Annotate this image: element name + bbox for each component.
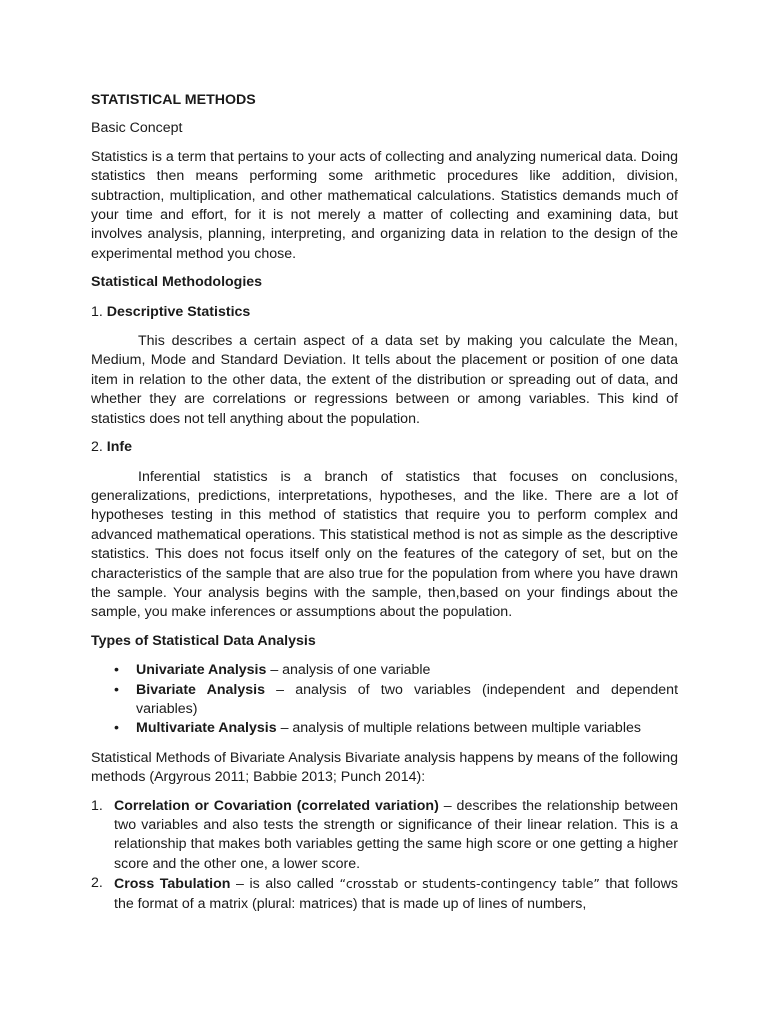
descriptive-number: 1. [91,303,107,320]
method-description-start: – is also called [230,876,340,893]
descriptive-paragraph: This describes a certain aspect of a data set by making you calculate the Mean, Medium, Mode and Standard Deviation. It tells about the placement or position of one data item in relation to the other data, the extent of the distribution or spreading out of data, and whether they are correlations or regressions between or among variables. This kind of statistics does not tell anything about the population. [91,333,678,427]
bullet-icon: • [114,720,119,737]
bivariate-intro-paragraph: Statistical Methods of Bivariate Analysis Bivariate analysis happens by means of the following methods (Argyrous 2011; Babbie 2013; Punch 2014): [91,749,678,786]
method-quoted-term: “crosstab or students-contingency table” [339,876,600,892]
subtitle: Basic Concept [91,120,183,137]
document-page [91,91,678,914]
method-label: Correlation or Covariation (correlated variation) [114,797,439,814]
types-list [91,661,678,739]
bullet-icon: • [114,662,119,679]
intro-paragraph: Statistics is a term that pertains to your acts of collecting and analyzing numerical data. Doing statistics then means performing some arithmetic procedures like addition, division, subtraction, multiplication, and other mathematical calculations. Statistics demands much of your time and effort, for it is not merely a matter of collecting and examining data, but involves analysis, planning, interpreting, and organizing data in relation to the design of the experimental method you chose. [91,148,678,262]
inferential-number: 2. [91,439,107,456]
methodologies-heading: Statistical Methodologies [91,274,263,291]
type-label: Univariate Analysis [136,662,267,679]
list-item [91,661,678,680]
methods-list [91,797,678,914]
method-number: 1. [91,797,103,814]
list-item [91,719,678,738]
types-heading: Types of Statistical Data Analysis [91,632,316,649]
descriptive-label: Descriptive Statistics [106,303,251,320]
list-item [91,874,678,914]
type-description: – analysis of two variables (independent and dependent variables) [136,681,679,717]
list-item [91,681,678,720]
type-description: – analysis of multiple relations between multiple variables [276,720,641,737]
inferential-paragraph: Inferential statistics is a branch of statistics that focuses on conclusions, generalizations, predictions, interpretations, hypotheses, and the like. There are a lot of hypotheses testing in this method of statistics that require you to perform complex and advanced mathematical operations. This statistical method is not as simple as the descriptive statistics. This does not focus itself only on the features of the category of set, but on the characteristics of the sample that are also true for the population from where you have drawn the sample. Your analysis begins with the sample, then,based on your findings about the sample, you make inferences or assumptions about the population. [91,468,678,621]
method-number: 2. [91,875,103,892]
type-description: – analysis of one variable [266,662,431,679]
type-label: Multivariate Analysis [136,720,277,737]
document-title: STATISTICAL METHODS [91,92,256,108]
method-label: Cross Tabulation [114,876,231,893]
inferential-label: Infe [106,439,133,456]
list-item [91,797,678,875]
bullet-icon: • [114,681,119,698]
type-label: Bivariate Analysis [136,681,265,698]
method-description-end: that follows the format of a matrix (plural: matrices) that is made up of lines of numbers, [114,876,678,912]
descriptive-heading [91,303,678,322]
inferential-heading [91,438,678,457]
method-description: – describes the relationship between two variables and also tests the strength or significance of their linear relation. This is a relationship that makes both variables getting the same high score or one getting a higher score and the other one, a lower score. [114,797,678,872]
